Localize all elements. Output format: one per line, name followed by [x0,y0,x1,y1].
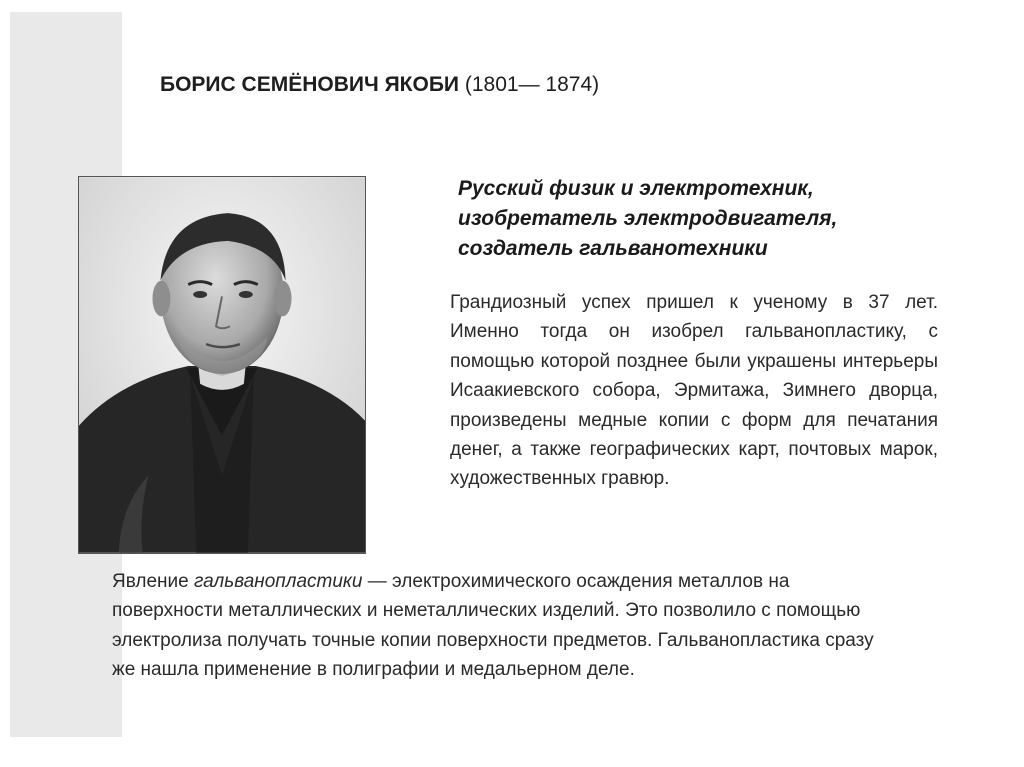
bottom-margin [0,737,1024,767]
paragraph-bottom [112,567,902,685]
paragraph-bottom-lead: Явление [112,571,194,592]
slide-title [160,70,630,99]
portrait-image [78,176,366,554]
title-years: (1801— 1874) [459,73,600,96]
paragraph-bottom-rest: — электрохимического осаждения металлов на поверхности металлических и неметаллических изделий. Это позволило с помощью электролиза получать точные копии поверхности предметов. Гальванопластика сразу же нашла применение в полиграфии и медальерном деле. [112,571,874,681]
paragraph-bottom-term: гальванопластики [193,571,363,592]
title-name: БОРИС СЕМЁНОВИЧ ЯКОБИ [160,73,460,96]
portrait-illustration [79,177,365,553]
subtitle: Русский физик и электротехник, изобретатель электродвигателя, создатель гальванотехники [458,177,838,260]
paragraph-right: Грандиозный успех пришел к ученому в 37 лет. Именно тогда он изобрел гальванопластику, с помощью которой позднее были украшены интерьеры Исаакиевского собора, Эрмитажа, Зимнего дворца, произведены медные копии с форм для печатания денег, а также географических карт, почтовых марок, художественных гравюр. [450,292,938,490]
